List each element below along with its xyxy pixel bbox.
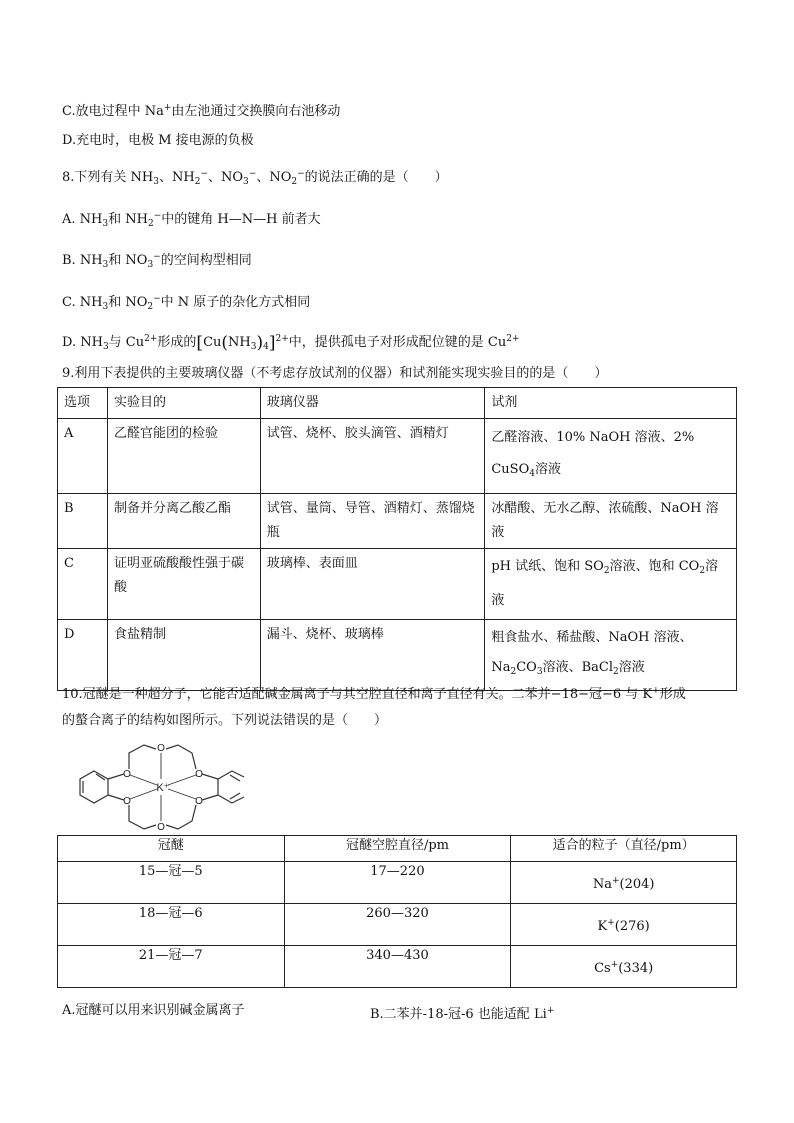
diameter-cell: 260—320 bbox=[284, 904, 511, 946]
goal-cell: 食盐精制 bbox=[107, 620, 260, 691]
glass-cell: 试管、烧杯、胶头滴管、酒精灯 bbox=[260, 419, 485, 494]
reagent-cell: 乙醛溶液、10% NaOH 溶液、2% CuSO$_4$溶液 bbox=[485, 419, 737, 494]
ether-cell: 18—冠—6 bbox=[58, 904, 285, 946]
header-cell: 冠醚空腔直径/pm bbox=[284, 836, 511, 862]
header-cell: 适合的粒子（直径/pm） bbox=[511, 836, 737, 862]
reagent-cell: pH 试纸、饱和 $SO_2$溶液、饱和 $CO_2$溶液 bbox=[485, 549, 737, 620]
ether-cell: 21—冠—7 bbox=[58, 946, 285, 988]
q8-option-c: C. $NH_3$和 $NO_2^-$中 N 原子的杂化方式相同 bbox=[62, 294, 311, 312]
q8-option-d: D. $NH_3$与 $Cu^{2+}$形成的$[Cu(NH_3)_4]^{2+}$中，提供孤电子对形成配位键的是 $Cu^{2+}$ bbox=[62, 333, 520, 353]
header-cell: 冠醚 bbox=[58, 836, 285, 862]
oxygen-label: O bbox=[123, 769, 131, 780]
goal-cell: 制备并分离乙酸乙酯 bbox=[107, 494, 260, 549]
diameter-cell: 17—220 bbox=[284, 862, 511, 904]
table-row bbox=[58, 419, 737, 494]
oxygen-label: O bbox=[195, 796, 203, 807]
reagent-cell: 粗食盐水、稀盐酸、NaOH 溶液、 $Na_2CO_3$溶液、BaCl$_2$溶液 bbox=[485, 620, 737, 691]
option-cell: D bbox=[58, 620, 108, 691]
potassium-ion-label: K⁺ bbox=[156, 782, 170, 794]
glass-cell: 漏斗、烧杯、玻璃棒 bbox=[260, 620, 485, 691]
header-cell: 玻璃仪器 bbox=[260, 388, 485, 419]
q10-stem-line2: 的螯合离子的结构如图所示。下列说法错误的是（ ） bbox=[62, 713, 388, 728]
option-cell: A bbox=[58, 419, 108, 494]
q10-option-b: B.二苯并-18-冠-6 也能适配 Li+ bbox=[370, 1006, 555, 1022]
oxygen-label: O bbox=[123, 796, 131, 807]
q8-option-b: B. $NH_3$和 $NO_3^-$的空间构型相同 bbox=[62, 252, 252, 270]
goal-cell: 证明亚硫酸酸性强于碳酸 bbox=[107, 549, 260, 620]
oxygen-label: O bbox=[157, 822, 165, 833]
ion-cell: K+(276) bbox=[511, 904, 737, 946]
option-d-line: D.充电时，电极 M 接电源的负极 bbox=[62, 133, 254, 148]
q10-stem-line1: 10.冠醚是一种超分子，它能否适配碱金属离子与其空腔直径和离子直径有关。二苯并−18−冠−6 与 K+形成 bbox=[62, 686, 686, 702]
oxygen-label: O bbox=[195, 769, 203, 780]
table-row bbox=[58, 946, 737, 988]
reagent-cell: 冰醋酸、无水乙醇、浓硫酸、NaOH 溶液 bbox=[485, 494, 737, 549]
q10-table bbox=[57, 835, 737, 988]
q8-option-a: A. $NH_3$和 $NH_2^-$中的键角 H—N—H 前者大 bbox=[62, 211, 321, 229]
ion-cell: Na+(204) bbox=[511, 862, 737, 904]
ether-cell: 15—冠—5 bbox=[58, 862, 285, 904]
option-cell: C bbox=[58, 549, 108, 620]
table-row bbox=[58, 862, 737, 904]
option-cell: B bbox=[58, 494, 108, 549]
header-cell: 实验目的 bbox=[107, 388, 260, 419]
q9-stem: 9.利用下表提供的主要玻璃仪器（不考虑存放试剂的仪器）和试剂能实现实验目的的是（ ） bbox=[62, 366, 608, 381]
q10-option-a: A.冠醚可以用来识别碱金属离子 bbox=[62, 1003, 245, 1018]
atom-labels bbox=[123, 743, 203, 833]
header-cell: 试剂 bbox=[485, 388, 737, 419]
q9-table bbox=[57, 387, 737, 691]
table-row bbox=[58, 494, 737, 549]
table-row bbox=[58, 620, 737, 691]
option-c-line: C.放电过程中 Na+由左池通过交换膜向右池移动 bbox=[62, 103, 341, 119]
goal-cell: 乙醛官能团的检验 bbox=[107, 419, 260, 494]
table-header-row bbox=[58, 388, 737, 419]
diameter-cell: 340—430 bbox=[284, 946, 511, 988]
table-header-row bbox=[58, 836, 737, 862]
table-row bbox=[58, 549, 737, 620]
q8-stem: 8.下列有关 $NH_3$、$NH_2^-$、$NO_3^-$、$NO_2^-$的说法正确的是（ ） bbox=[62, 169, 448, 187]
glass-cell: 玻璃棒、表面皿 bbox=[260, 549, 485, 620]
glass-cell: 试管、量筒、导管、酒精灯、蒸馏烧瓶 bbox=[260, 494, 485, 549]
crown-ether-structure-diagram bbox=[72, 737, 272, 833]
header-cell: 选项 bbox=[58, 388, 108, 419]
oxygen-label: O bbox=[157, 743, 165, 754]
ion-cell: Cs+(334) bbox=[511, 946, 737, 988]
table-row bbox=[58, 904, 737, 946]
